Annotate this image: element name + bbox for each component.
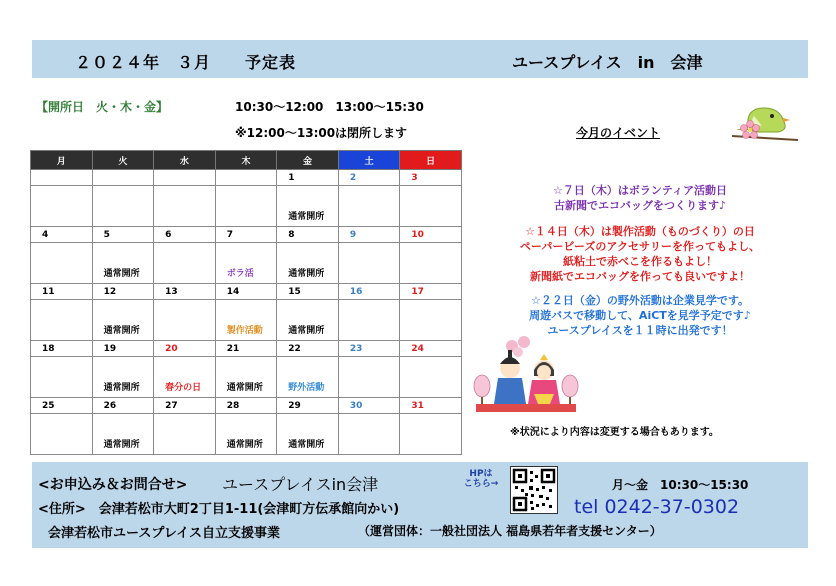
event-cell: 通常開所: [215, 357, 277, 398]
event-cell: [400, 186, 462, 227]
qr-code[interactable]: [510, 466, 558, 514]
event-cell: [338, 357, 400, 398]
date-cell: 19: [92, 341, 154, 357]
event-cell: 通常開所: [215, 414, 277, 455]
event-cell: 通常開所: [92, 414, 154, 455]
week-1-events: [31, 186, 462, 227]
event-cell: [338, 186, 400, 227]
event-cell: [400, 357, 462, 398]
week-5-dates: [31, 398, 462, 414]
contact-name: ユースプレイスin会津: [222, 475, 379, 494]
events-title: 今月のイベント: [576, 126, 661, 140]
date-cell-sunday: 10: [400, 227, 462, 243]
event-cell: [154, 243, 216, 284]
event-cell: [92, 186, 154, 227]
date-cell: 12: [92, 284, 154, 300]
event-cell: [154, 414, 216, 455]
event-cell: 通常開所: [92, 357, 154, 398]
date-cell: 7: [215, 227, 277, 243]
event-cell: [31, 357, 93, 398]
event-cell-holiday: 春分の日: [154, 357, 216, 398]
notice-line: ☆１４日（木）は製作活動（ものづくり）の日: [525, 225, 755, 238]
date-cell: 18: [31, 341, 93, 357]
date-cell: [154, 170, 216, 186]
change-note: ※状況により内容は変更する場合もあります。: [510, 427, 719, 438]
date-cell: 5: [92, 227, 154, 243]
weekday-fri: 金: [277, 151, 339, 170]
weekday-tue: 火: [92, 151, 154, 170]
week-2-dates: [31, 227, 462, 243]
week-2-events: [31, 243, 462, 284]
event-cell: [338, 243, 400, 284]
date-cell: 22: [277, 341, 339, 357]
date-cell-saturday: 30: [338, 398, 400, 414]
weekday-thu: 木: [215, 151, 277, 170]
event-cell: [154, 300, 216, 341]
event-cell: [31, 300, 93, 341]
event-cell: 通常開所: [92, 300, 154, 341]
notice-crafts: [470, 224, 810, 284]
telephone[interactable]: tel 0242-37-0302: [574, 496, 740, 518]
notice-line: ☆７日（木）はボランティア活動日: [553, 184, 727, 197]
date-cell: 26: [92, 398, 154, 414]
homepage-label: [456, 469, 506, 489]
date-cell-saturday: 2: [338, 170, 400, 186]
notice-line: ユースプレイスを１１時に出発です！: [547, 324, 733, 337]
date-cell: 6: [154, 227, 216, 243]
hina-dolls-icon: [470, 334, 580, 416]
homepage-label-line: HPは: [469, 469, 493, 479]
event-cell-crafts: 製作活動: [215, 300, 277, 341]
event-cell: [400, 414, 462, 455]
date-cell: [31, 170, 93, 186]
date-cell: 8: [277, 227, 339, 243]
date-cell-saturday: 9: [338, 227, 400, 243]
date-cell: 21: [215, 341, 277, 357]
event-cell: 通常開所: [277, 186, 339, 227]
week-4-events: [31, 357, 462, 398]
date-cell-sunday: 17: [400, 284, 462, 300]
date-cell: 4: [31, 227, 93, 243]
place-title: ユースプレイス in 会津: [512, 53, 703, 72]
event-cell: 通常開所: [277, 243, 339, 284]
weekday-wed: 水: [154, 151, 216, 170]
project-name: 会津若松市ユースプレイス自立支援事業: [48, 526, 281, 541]
event-cell: [31, 414, 93, 455]
event-cell: [400, 300, 462, 341]
event-cell: [400, 243, 462, 284]
week-3-dates: [31, 284, 462, 300]
homepage-label-line: こちら→: [463, 479, 499, 489]
week-3-events: [31, 300, 462, 341]
date-cell-holiday: 20: [154, 341, 216, 357]
page-title: ２０２４年 ３月 予定表: [75, 53, 297, 72]
week-1-dates: [31, 170, 462, 186]
operating-org: （運営団体：一般社団法人 福島県若年者支援センター）: [358, 524, 662, 538]
opening-hours: 10:30～12:00 13:00～15:30: [235, 100, 424, 114]
notice-line: ペーパービーズのアクセサリーを作ってもよし、: [519, 240, 761, 253]
date-cell: [215, 170, 277, 186]
calendar: [30, 150, 462, 455]
notice-line: ☆２２日（金）の野外活動は企業見学です。: [531, 294, 749, 307]
date-cell: 15: [277, 284, 339, 300]
weekday-header: [31, 151, 462, 170]
date-cell: 1: [277, 170, 339, 186]
event-cell: 通常開所: [277, 300, 339, 341]
date-cell: 25: [31, 398, 93, 414]
weekday-mon: 月: [31, 151, 93, 170]
event-cell: 通常開所: [92, 243, 154, 284]
weekday-sat: 土: [338, 151, 400, 170]
week-4-dates: [31, 341, 462, 357]
date-cell: 14: [215, 284, 277, 300]
week-5-events: [31, 414, 462, 455]
date-cell-saturday: 16: [338, 284, 400, 300]
date-cell-saturday: 23: [338, 341, 400, 357]
event-cell: 通常開所: [277, 414, 339, 455]
date-cell-sunday: 3: [400, 170, 462, 186]
event-cell: [215, 186, 277, 227]
date-cell-sunday: 24: [400, 341, 462, 357]
date-cell: 29: [277, 398, 339, 414]
event-cell: [338, 414, 400, 455]
date-cell: 11: [31, 284, 93, 300]
date-cell: 13: [154, 284, 216, 300]
date-cell-sunday: 31: [400, 398, 462, 414]
closed-note: ※12:00～13:00は閉所します: [235, 126, 408, 140]
notice-line: 周遊バスで移動して、AiCTを見学予定です♪: [529, 309, 751, 322]
plum-blossom-icon: [734, 114, 770, 150]
event-cell-volunteer: ボラ活: [215, 243, 277, 284]
event-cell: [31, 186, 93, 227]
notice-line: 古新聞でエコバッグをつくります♪: [553, 199, 727, 212]
date-cell: 28: [215, 398, 277, 414]
footer-hours: 月～金 10:30～15:30: [612, 478, 749, 492]
event-cell: [154, 186, 216, 227]
notice-volunteer: [470, 183, 810, 213]
notice-line: 紙粘土で赤べこを作るもよし！: [563, 255, 717, 268]
contact-label: <お申込み＆お問合せ>: [38, 477, 188, 493]
open-days: 【開所日 火・木・金】: [36, 100, 169, 114]
address: <住所> 会津若松市大町2丁目1-11(会津町方伝承館向かい): [38, 502, 400, 517]
event-cell: [31, 243, 93, 284]
event-cell: [338, 300, 400, 341]
date-cell: [92, 170, 154, 186]
date-cell: 27: [154, 398, 216, 414]
notice-line: 新聞紙でエコバッグを作っても良いですよ！: [530, 270, 750, 283]
notice-outdoor: [470, 293, 810, 338]
weekday-sun: 日: [400, 151, 462, 170]
event-cell-outdoor: 野外活動: [277, 357, 339, 398]
